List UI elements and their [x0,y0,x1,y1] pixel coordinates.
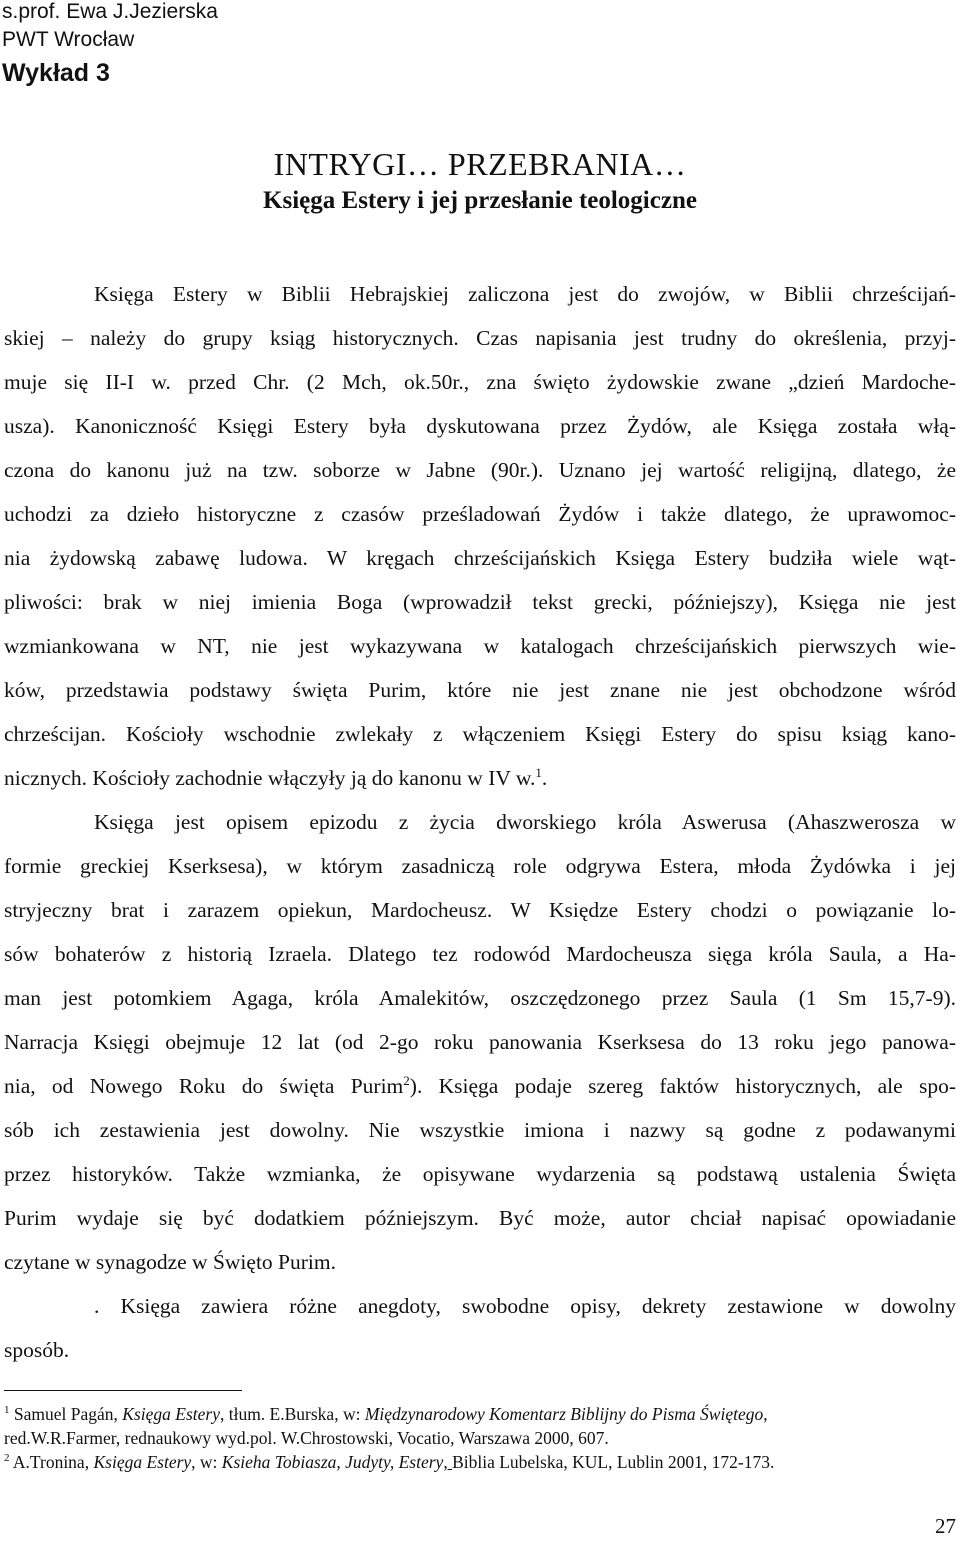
body-line: sób ich zestawienia jest dowolny. Nie wszystkie imiona i nazwy są godne z podawanymi [4,1118,956,1142]
body-line: przez historyków. Także wzmianka, że opisywane wydarzenia są podstawą ustalenia Święta [4,1162,956,1186]
body-line: . Księga zawiera różne anegdoty, swobodne opisy, dekrety zestawione w dowolny [94,1294,956,1318]
body-text [4,274,956,1374]
body-line: uchodzi za dzieło historyczne z czasów prześladowań Żydów i także dlatego, że uprawomoc- [4,502,956,526]
body-line: Księga Estery w Biblii Hebrajskiej zaliczona jest do zwojów, w Biblii chrześcijań- [94,282,956,306]
body-line: man jest potomkiem Agaga, króla Amalekitów, oszczędzonego przez Saula (1 Sm 15,7-9). [4,986,956,1010]
body-line: muje się II-I w. przed Chr. (2 Mch, ok.50r., zna święto żydowskie zwane „dzień Mardoche- [4,370,956,394]
body-line: skiej – należy do grupy ksiąg historycznych. Czas napisania jest trudny do określenia, przyj- [4,326,956,350]
body-line: nia żydowską zabawę ludowa. W kręgach chrześcijańskich Księga Estery budziła wiele wąt- [4,546,956,570]
footnote-mark: 1 [4,1404,10,1417]
body-line: czytane w synagodze w Święto Purim. [4,1250,336,1274]
body-line: pliwości: brak w niej imienia Boga (wprowadził tekst grecki, późniejszy), Księga nie jest [4,590,956,614]
body-line: chrześcijan. Kościoły wschodnie zwlekały z włączeniem Księgi Estery do spisu ksiąg kano- [4,722,956,746]
body-line: sposób. [4,1338,70,1362]
footnote-ref-1[interactable]: 1 [535,764,542,780]
footnote-mark: 2 [4,1452,10,1465]
body-line: stryjeczny brat i zarazem opiekun, Mardocheusz. W Księdze Estery chodzi o powiązanie lo- [4,898,956,922]
body-line: Księga jest opisem epizodu z życia dworskiego króla Aswerusa (Ahaszwerosza w [94,810,956,834]
body-line: Purim wydaje się być dodatkiem późniejszym. Być może, autor chciał napisać opowiadanie [4,1206,956,1230]
body-line: usza). Kanoniczność Księgi Estery była dyskutowana przez Żydów, ale Księga została włą- [4,414,956,438]
author-line: s.prof. Ewa J.Jezierska [2,0,218,23]
footnote-ref-2[interactable]: 2 [403,1072,410,1088]
body-line: nicznych. Kościoły zachodnie włączyły ją do kanonu w IV w.$^1$. [4,764,548,790]
page-number: 27 [935,1514,956,1538]
body-line: Narracja Księgi obejmuje 12 lat (od 2-go roku panowania Kserksesa do 13 roku jego panowa- [4,1030,956,1054]
lecture-heading: Wykład 3 [2,59,110,87]
body-line: wzmiankowana w NT, nie jest wykazywana w katalogach chrześcijańskich pierwszych wie- [4,634,956,658]
document-subtitle: Księga Estery i jej przesłanie teologiczne [263,187,697,214]
body-line: sów bohaterów z historią Izraela. Dlatego tez rodowód Mardocheusza sięga króla Saula, a Ha- [4,942,956,966]
document-title: INTRYGI… PRZEBRANIA… [273,146,687,182]
body-line: nia, od Nowego Roku do święta Purim$^2$). Księga podaje szereg faktów historycznych, ale spo- [4,1072,956,1098]
footnotes [4,1402,956,1474]
body-line: formie greckiej Kserksesa), w którym zasadniczą role odgrywa Estera, młoda Żydówka i jej [4,854,956,878]
footnote-1: $^1$ Samuel Pagán, Księga Estery, tłum. E.Burska, w: Międzynarodowy Komentarz Biblijny do Pisma Świętego, [4,1404,768,1424]
footnote-separator [4,1390,242,1391]
body-line: czona do kanonu już na tzw. soborze w Jabne (90r.). Uznano jej wartość religijną, dlatego, że [4,458,956,482]
body-line: ków, przedstawia podstawy święta Purim, które nie jest znane nie jest obchodzone wśród [4,678,956,702]
footnote-2: $^2$ A.Tronina, Księga Estery, w: Ksieha Tobiasza, Judyty, Estery, Biblia Lubelska, KUL, Lublin 2001, 172-173. [4,1452,775,1472]
footnote-1-continued: red.W.R.Farmer, rednaukowy wyd.pol. W.Chrostowski, Vocatio, Warszawa 2000, 607. [4,1428,609,1448]
institution-line: PWT Wrocław [2,28,135,51]
